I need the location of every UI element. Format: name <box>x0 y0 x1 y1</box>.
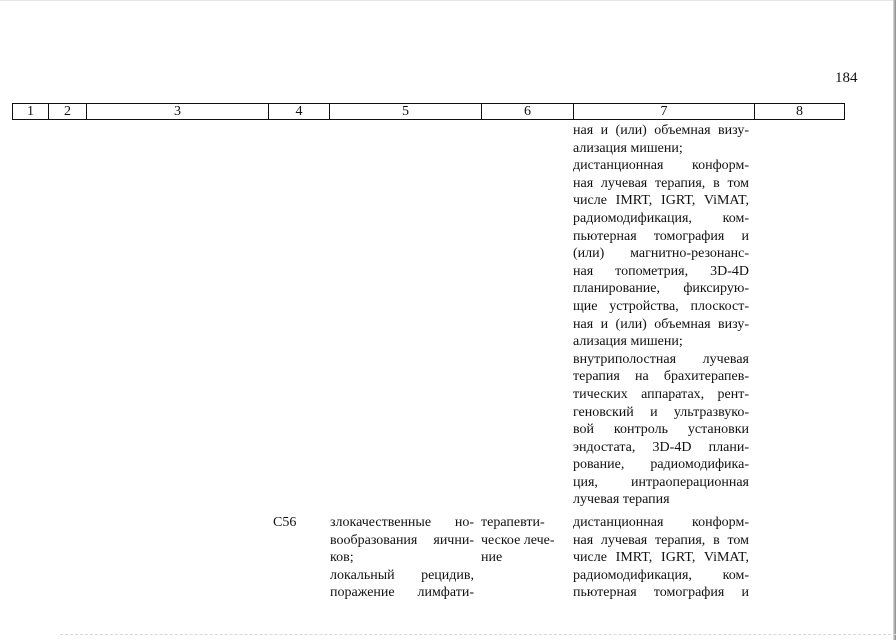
text-line: числе IMRT, IGRT, ViMAT, <box>573 193 749 209</box>
text-line: тических аппаратах, рент- <box>573 386 749 402</box>
text-line: ние <box>481 550 503 566</box>
column-header-7: 7 <box>574 104 755 120</box>
text-line: локальный рецидив, <box>330 567 474 583</box>
column-header-2: 2 <box>49 104 87 120</box>
text-line: рование, радиомодифика- <box>573 457 749 473</box>
scan-top-edge <box>0 0 896 1</box>
text-line: ная топометрия, 3D-4D <box>573 263 749 279</box>
page-number: 184 <box>835 70 858 86</box>
text-line: щие устройства, плоскост- <box>573 298 749 314</box>
text-line: ная лучевая терапия, в том <box>573 532 749 548</box>
text-line: злокачественные но- <box>330 515 474 530</box>
text-line: терапевти- <box>481 515 545 530</box>
text-line: дистанционная конформ- <box>573 158 749 174</box>
text-line: вообразования яични- <box>330 532 474 548</box>
text-line: ализация мишени; <box>573 140 683 156</box>
text-line: дистанционная конформ- <box>573 515 749 530</box>
text-line: геновский и ультразвуко- <box>573 404 749 420</box>
column-number-header-row <box>12 103 845 120</box>
scan-bottom-edge <box>60 634 896 636</box>
diagnosis-cell <box>330 514 474 602</box>
method-cell <box>573 514 749 602</box>
icd-code-cell <box>273 514 323 532</box>
text-line: пьютерная томография и <box>573 585 749 601</box>
text-line: планирование, фиксирую- <box>573 281 749 297</box>
text-line: пьютерная томография и <box>573 228 749 244</box>
text-line: числе IMRT, IGRT, ViMAT, <box>573 550 749 566</box>
column-header-5: 5 <box>330 104 482 120</box>
text-line: радиомодификация, ком- <box>573 567 749 583</box>
text-line: (или) магнитно-резонанс- <box>573 246 749 262</box>
icd-code: C56 <box>273 515 297 530</box>
text-line: эндостата, 3D-4D плани- <box>573 439 749 455</box>
treatment-type-cell <box>481 514 567 567</box>
text-line: ализация мишени; <box>573 334 683 350</box>
method-cell-continued <box>573 122 749 509</box>
column-header-3: 3 <box>87 104 269 120</box>
text-line: ков; <box>330 550 354 566</box>
text-line: ная лучевая терапия, в том <box>573 175 749 191</box>
text-line: поражение лимфати- <box>330 585 474 601</box>
text-line: ная и (или) объемная визу- <box>573 123 749 138</box>
text-line: ческое лече- <box>481 532 555 548</box>
text-line: вой контроль установки <box>573 422 749 438</box>
text-line: радиомодификация, ком- <box>573 210 749 226</box>
column-header-6: 6 <box>482 104 574 120</box>
text-line: лучевая терапия <box>573 492 670 508</box>
text-line: терапия на брахитерапев- <box>573 369 749 385</box>
column-header-8: 8 <box>755 104 845 120</box>
text-line: ция, интраоперационная <box>573 474 749 490</box>
column-header-1: 1 <box>13 104 49 120</box>
text-line: ная и (или) объемная визу- <box>573 316 749 332</box>
column-header-4: 4 <box>269 104 330 120</box>
text-line: внутриполостная лучевая <box>573 351 749 367</box>
